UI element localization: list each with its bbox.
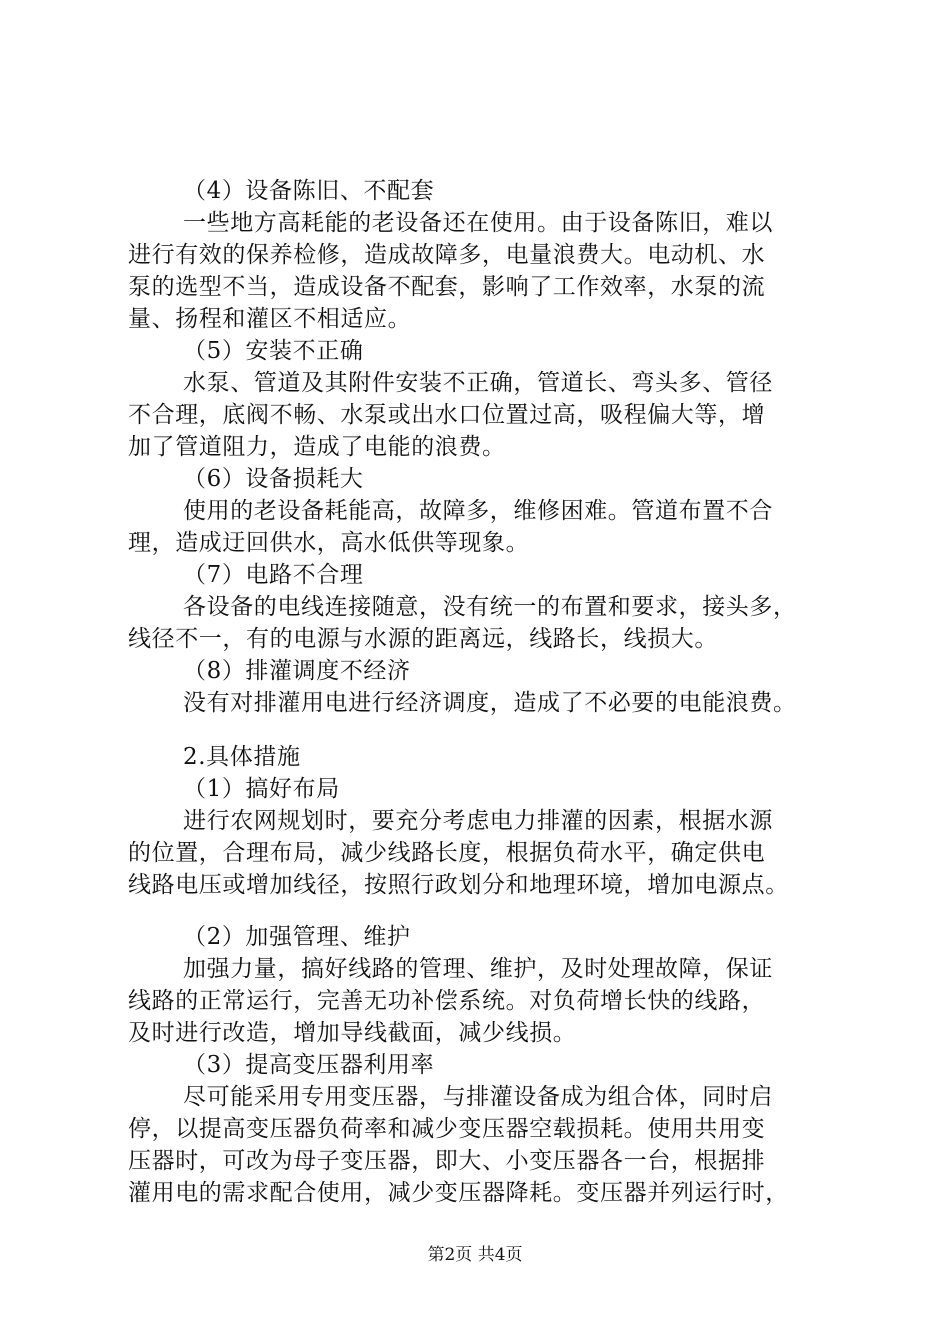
paragraph-line: 进行农网规划时，要充分考虑电力排灌的因素，根据水源 (183, 808, 773, 834)
paragraph-line: 尽可能采用专用变压器，与排灌设备成为组合体，同时启 (183, 1084, 773, 1110)
paragraph-line: 的位置，合理布局，减少线路长度，根据负荷水平，确定供电 (128, 840, 766, 866)
paragraph-line: 一些地方高耗能的老设备还在使用。由于设备陈旧，难以 (183, 210, 773, 236)
section-heading: （8）排灌调度不经济 (183, 658, 411, 684)
section-heading: （1）搞好布局 (183, 776, 340, 802)
paragraph-line: 进行有效的保养检修，造成故障多，电量浪费大。电动机、水 (128, 242, 766, 268)
paragraph-line: 线路的正常运行，完善无功补偿系统。对负荷增长快的线路， (128, 988, 766, 1014)
paragraph-line: 线路电压或增加线径，按照行政划分和地理环境，增加电源点。 (128, 872, 789, 898)
paragraph-line: 水泵、管道及其附件安装不正确，管道长、弯头多、管径 (183, 370, 773, 396)
page-footer: 第2页 共4页 (427, 1245, 523, 1265)
paragraph-line: 灌用电的需求配合使用，减少变压器降耗。变压器并列运行时， (128, 1180, 789, 1206)
paragraph-line: 不合理，底阀不畅、水泵或出水口位置过高，吸程偏大等，增 (128, 402, 766, 428)
paragraph-line: 理，造成迂回供水，高水低供等现象。 (128, 530, 530, 556)
paragraph-line: 及时进行改造，增加导线截面，减少线损。 (128, 1020, 577, 1046)
paragraph-line: 使用的老设备耗能高，故障多，维修困难。管道布置不合 (183, 498, 773, 524)
section-heading: （3）提高变压器利用率 (183, 1052, 435, 1078)
spacer (128, 901, 848, 921)
section-title: 2.具体措施 (183, 744, 301, 770)
document-body (128, 175, 848, 1209)
section-heading: （5）安装不正确 (183, 338, 364, 364)
paragraph-line: 压器时，可改为母子变压器，即大、小变压器各一台，根据排 (128, 1148, 766, 1174)
paragraph-line: 停，以提高变压器负荷率和减少变压器空载损耗。使用共用变 (128, 1116, 766, 1142)
spacer (128, 719, 848, 741)
paragraph-line: 各设备的电线连接随意，没有统一的布置和要求，接头多， (183, 594, 797, 620)
paragraph-line: 线径不一，有的电源与水源的距离远，线路长，线损大。 (128, 626, 718, 652)
paragraph-line: 加了管道阻力，造成了电能的浪费。 (128, 434, 506, 460)
section-heading: （2）加强管理、维护 (183, 924, 411, 950)
paragraph-line: 量、扬程和灌区不相适应。 (128, 306, 412, 332)
section-heading: （4）设备陈旧、不配套 (183, 178, 435, 204)
section-heading: （7）电路不合理 (183, 562, 364, 588)
section-heading: （6）设备损耗大 (183, 466, 364, 492)
paragraph-line: 加强力量，搞好线路的管理、维护，及时处理故障，保证 (183, 956, 773, 982)
paragraph-line: 没有对排灌用电进行经济调度，造成了不必要的电能浪费。 (183, 690, 797, 716)
paragraph-line: 泵的选型不当，造成设备不配套，影响了工作效率，水泵的流 (128, 274, 766, 300)
